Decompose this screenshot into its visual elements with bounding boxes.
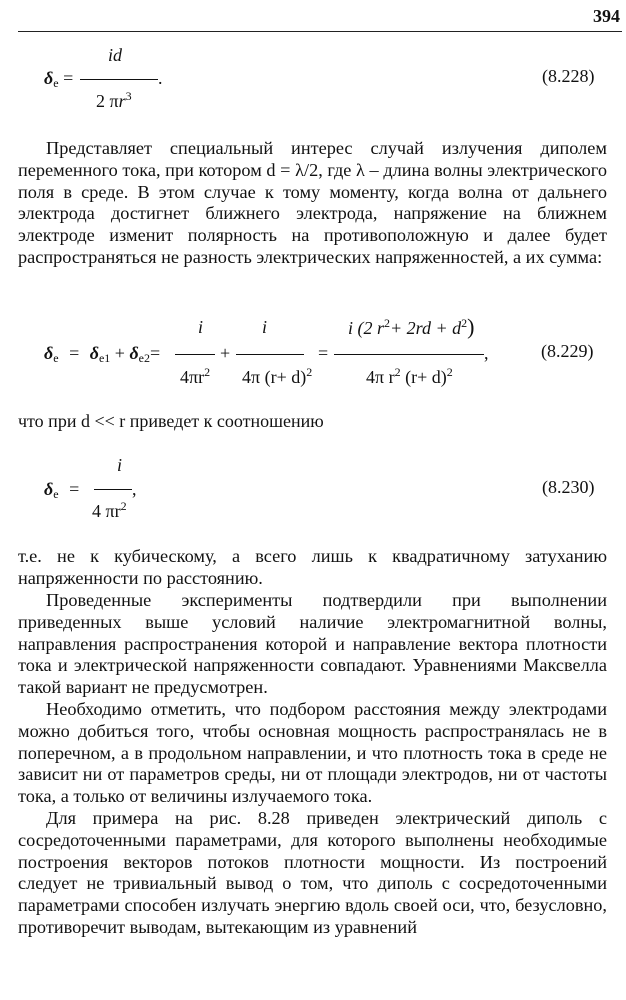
eq229-frac2-bar [236, 354, 304, 355]
eq230-trail: , [132, 479, 137, 499]
eq229-frac1-denominator: $4\pi r^2$ [180, 365, 211, 387]
eq229-equals: = [318, 343, 329, 363]
eq229-frac3-denominator: 4π $r^2$ $(r+ d)^2$ [366, 365, 453, 387]
eq229-frac3-numerator: i (2 $r^2+ 2rd + d^2$) [348, 314, 475, 339]
eq228-numerator: id [108, 45, 123, 65]
eq229-number: (8.229) [541, 341, 594, 361]
eq229-frac3-bar [334, 354, 484, 355]
paragraph-2: т.е. не к кубическому, а всего лишь к квадратичному затуханию напряженности по расстоянию. [18, 546, 607, 588]
eq230-fraction-bar [94, 489, 132, 490]
paragraph-5: Для примера на рис. 8.28 приведен электрический диполь с сосредоточенными параметрами, для которого выполнены необходимые построения векторов потоков плотности мощности. Из построений следует не тривиальный вывод о том, что диполь с сосредоточенными параметрами способен излучать энергию вдоль своей оси, что, безусловно, противоречит выводам, вытекающим из уравнений [18, 808, 607, 937]
paragraph-4: Необходимо отметить, что подбором расстояния между электродами можно добиться того, чтобы основная мощность распространялась не в поперечном, а в продольном направлении, и что плотность тока в среде не зависит ни от параметров среды, ни от площади электродов, ни от частоты тока, а только от величины излучаемого тока. [18, 699, 607, 807]
eq230-number: (8.230) [542, 477, 595, 497]
eq230-lhs: $\delta_e$ = [44, 479, 80, 501]
eq229-plus: + [220, 343, 231, 363]
eq228-trail: . [158, 68, 163, 88]
eq229-trail: , [484, 343, 489, 363]
eq229-frac1-numerator: i [198, 317, 204, 337]
eq229-frac2-denominator: 4π $(r+ d)^2$ [242, 365, 313, 387]
eq228-lhs: $\delta_e$ = [44, 68, 74, 90]
header-rule [18, 31, 622, 32]
page-number: 394 [593, 6, 620, 26]
paragraph-1: Представляет специальный интерес случай излучения диполем переменного тока, при котором d = λ/2, где λ – длина волны электрического поля в среде. В этом случае к тому моменту, когда волна от дальнего электрода достигнет ближнего электрода, напряжение на ближнем электроде изменит полярность на противоположную и далее будет распространяться не разность электрических напряженностей, а их сумма: [18, 138, 607, 267]
eq230-numerator: i [117, 455, 123, 475]
intro-line-8-230: что при d << r приведет к соотношению [18, 411, 324, 431]
eq228-denominator: 2 $\pi r^3$ [96, 89, 132, 111]
paragraph-3: Проведенные эксперименты подтвердили при выполнении приведенных выше условий наличие электромагнитной волны, направления распространения которой и направление вектора плотности тока и электрической напряженности совпадают. Уравнениями Максвелла такой вариант не предусмотрен. [18, 590, 607, 698]
eq229-frac2-numerator: i [262, 317, 268, 337]
eq228-fraction-bar [80, 79, 158, 80]
eq229-lhs: $\delta_e = \delta_{e1} + \delta_{e2}=$ [44, 343, 161, 365]
eq229-frac1-bar [175, 354, 215, 355]
eq230-denominator: 4 $\pi r^2$ [92, 499, 127, 521]
eq228-number: (8.228) [542, 66, 595, 86]
